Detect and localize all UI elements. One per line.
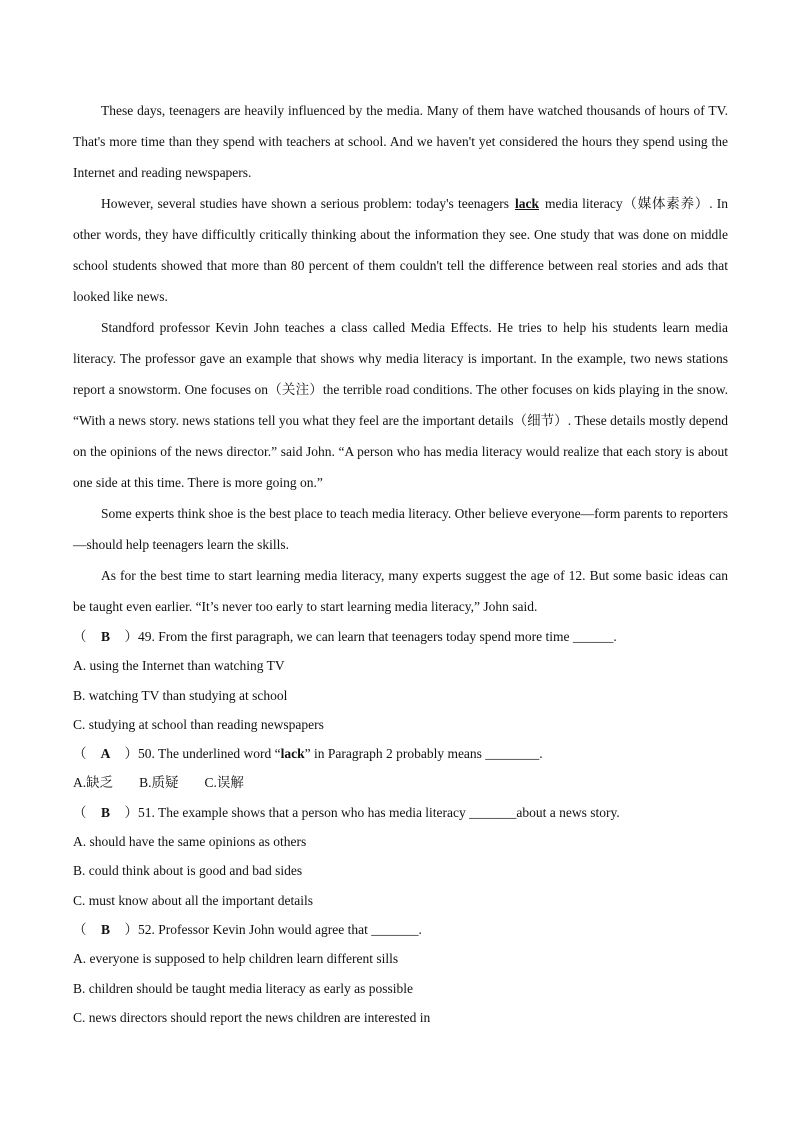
question-49-option-c: C. studying at school than reading newspapers (73, 716, 324, 732)
question-list (73, 622, 728, 1032)
question-49 (73, 622, 728, 651)
question-49-option-a: A. using the Internet than watching TV (73, 658, 285, 674)
answer-letter: B (100, 804, 110, 820)
paragraph-4: Some experts think shoe is the best place to teach media literacy. Other believe everyone—form parents to reporters—should help teenagers learn the skills. (73, 506, 728, 552)
question-stem: 52. Professor Kevin John would agree that _______. (138, 921, 422, 937)
question-49-option-b: B. watching TV than studying at school (73, 687, 288, 703)
question-51-option-c: C. must know about all the important details (73, 892, 313, 908)
question-51-option-b: B. could think about is good and bad sides (73, 863, 303, 879)
answer-letter: B (100, 921, 110, 937)
question-52-option-a: A. everyone is supposed to help children learn different sills (73, 951, 399, 967)
paragraph-2-start: However, several studies have shown a serious problem: today's teenagers (101, 196, 509, 211)
question-50-option-a: A.缺乏 (73, 775, 114, 791)
paragraph-2 (73, 188, 728, 312)
question-stem-start: 50. The underlined word “ (138, 746, 281, 762)
answer-open-paren: （ (73, 921, 87, 937)
paragraph-3: Standford professor Kevin John teaches a class called Media Effects. He tries to help his students learn media literacy. The professor gave an example that shows why media literacy is important. In the example, two news stations report a snowstorm. One focuses on（关注）the terrible road conditions. The other focuses on kids playing in the snow. “With a news story. news stations tell you what they feel are the important details（细节）. These details mostly depend on the opinions of the news director.” said John. “A person who has media literacy would realize that each story is about one side at this time. There is more going on.” (73, 320, 728, 490)
answer-open-paren: （ (73, 746, 87, 762)
paragraph-2-rest: media literacy（媒体素养）. In other words, they have difficultly critically thinking about the information they see. One study that was done on middle school students showed that more than 80 percent of them couldn't tell the difference between real stories and ads that looked like news. (73, 196, 728, 304)
question-stem-word: lack (280, 746, 305, 762)
paragraph-1: These days, teenagers are heavily influenced by the media. Many of them have watched thousands of hours of TV. That's more time than they spend with teachers at school. And we haven't yet considered the hours they spend using the Internet and reading newspapers. (73, 103, 728, 180)
question-50-option-b: B.质疑 (139, 775, 179, 791)
paragraph-5: As for the best time to start learning media literacy, many experts suggest the age of 12. But some basic ideas can be taught even earlier. “It’s never too early to start learning media literacy,” John said. (73, 568, 728, 614)
question-50-options (73, 768, 728, 797)
answer-close-paren: ） (124, 746, 138, 762)
question-50 (73, 739, 728, 768)
question-50-option-c: C.误解 (204, 775, 244, 791)
answer-letter: A (100, 746, 111, 762)
answer-letter: B (100, 629, 110, 644)
answer-close-paren: ） (124, 804, 138, 820)
question-51-option-a: A. should have the same opinions as others (73, 834, 307, 850)
answer-close-paren: ） (124, 921, 138, 937)
question-52-option-c: C. news directors should report the news children are interested in (73, 1009, 431, 1025)
question-52 (73, 915, 728, 944)
question-52-option-b: B. children should be taught media literacy as early as possible (73, 980, 414, 996)
question-51 (73, 798, 728, 827)
underlined-word-lack: lack (514, 196, 539, 211)
question-stem: 51. The example shows that a person who has media literacy _______about a news story. (138, 804, 620, 820)
question-stem-end: ” in Paragraph 2 probably means ________. (304, 746, 543, 762)
answer-open-paren: （ (73, 804, 87, 820)
answer-open-paren: （ (73, 629, 87, 644)
answer-close-paren: ） (124, 629, 138, 644)
question-stem: 49. From the first paragraph, we can learn that teenagers today spend more time ______. (138, 629, 617, 644)
reading-passage (73, 95, 728, 622)
